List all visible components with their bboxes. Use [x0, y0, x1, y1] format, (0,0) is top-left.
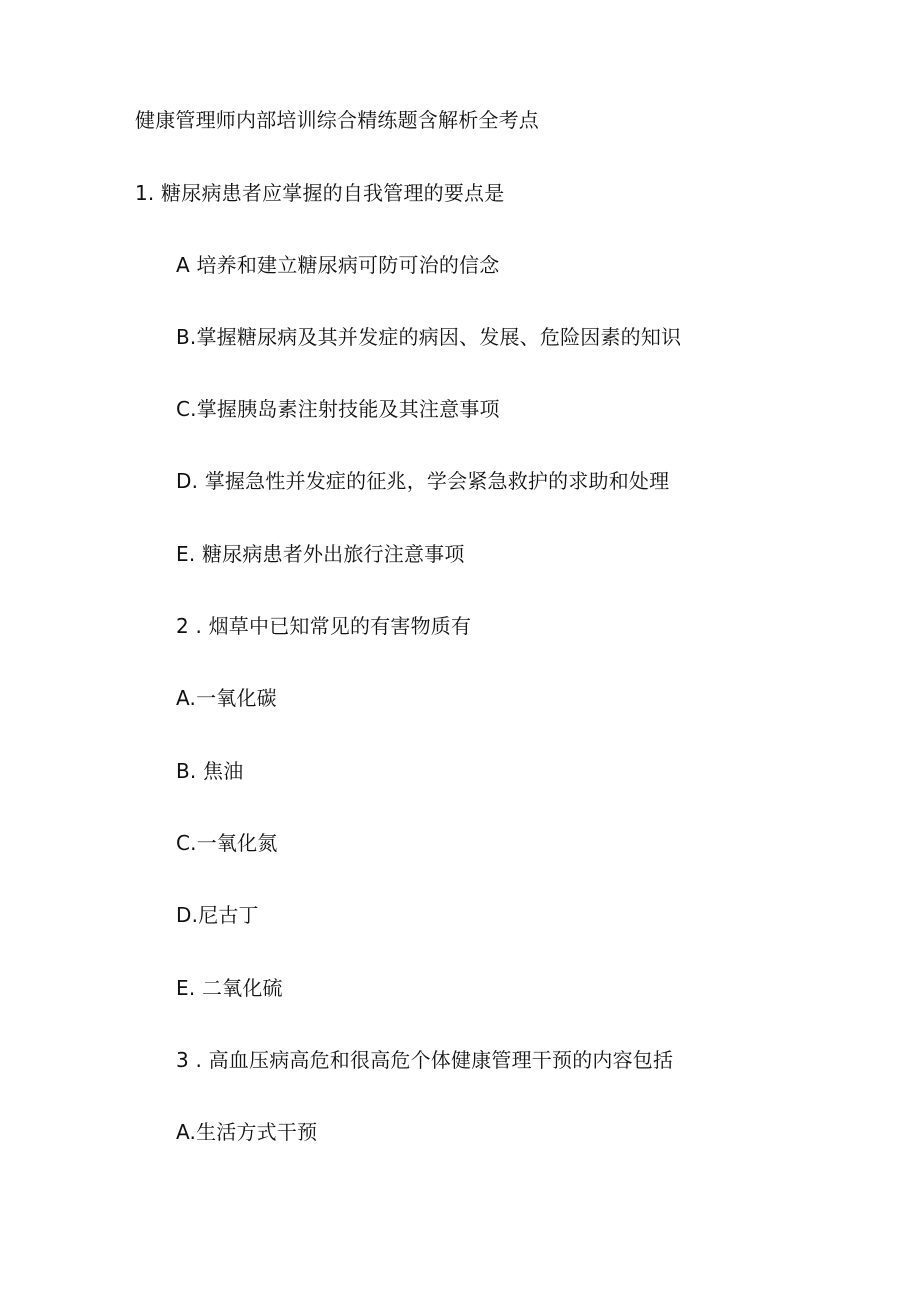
question-1-option-c: C.掌握胰岛素注射技能及其注意事项 — [176, 397, 500, 421]
question-2-stem: 2 . 烟草中已知常见的有害物质有 — [176, 614, 472, 638]
question-2-option-a: A.一氧化碳 — [176, 686, 277, 710]
question-2-option-d: D.尼古丁 — [176, 903, 259, 927]
question-2-option-b: B. 焦油 — [176, 759, 244, 783]
question-2-option-e: E. 二氧化硫 — [176, 976, 283, 1000]
question-3-stem: 3 . 高血压病高危和很高危个体健康管理干预的内容包括 — [176, 1048, 674, 1072]
question-1-stem: 1. 糖尿病患者应掌握的自我管理的要点是 — [135, 181, 505, 205]
question-1-option-e: E. 糖尿病患者外出旅行注意事项 — [176, 542, 465, 566]
question-1-option-b: B.掌握糖尿病及其并发症的病因、发展、危险因素的知识 — [176, 325, 682, 349]
document-title: 健康管理师内部培训综合精练题含解析全考点 — [135, 108, 539, 132]
question-2-option-c: C.一氧化氮 — [176, 831, 278, 855]
question-3-option-a: A.生活方式干预 — [176, 1120, 318, 1144]
question-1-option-a: A 培养和建立糖尿病可防可治的信念 — [176, 253, 500, 277]
question-1-option-d: D. 掌握急性并发症的征兆，学会紧急救护的求助和处理 — [176, 469, 670, 493]
